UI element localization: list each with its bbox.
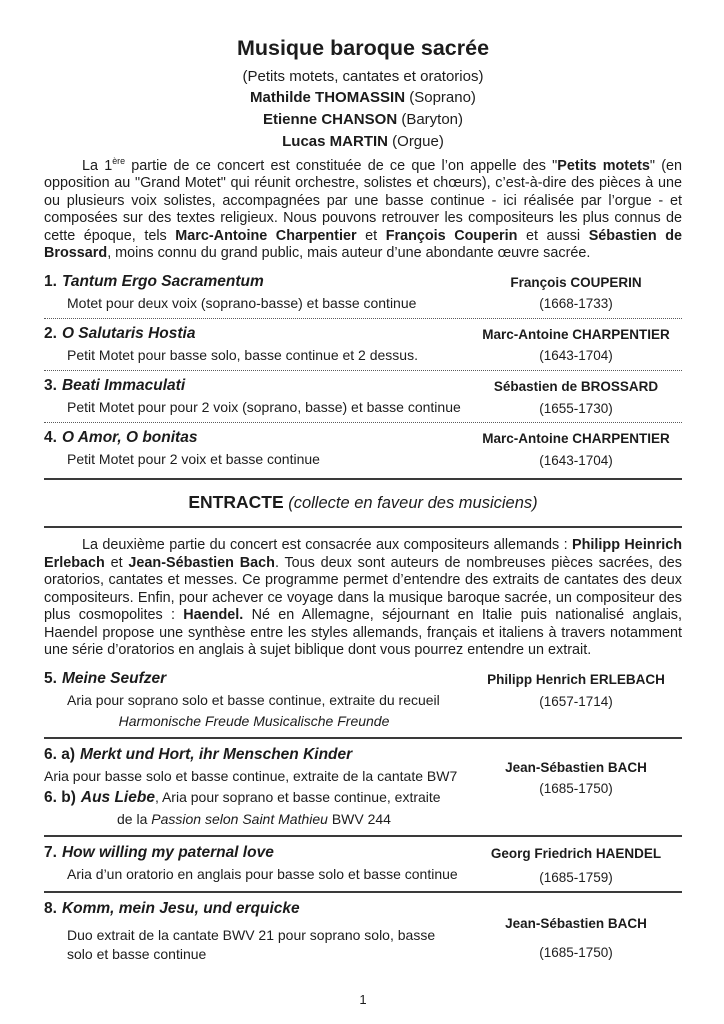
performer-orgue [44,131,682,153]
performer-baryton [44,109,682,131]
item-title: O Salutaris Hostia [61,324,196,342]
performer-role: (Soprano) [405,89,476,107]
item-number: 1. [44,272,57,290]
composer-name: François COUPERIN [510,274,642,290]
intro-paragraph-part1: La 1ère partie de ce concert est constituée de ce que l’on appelle des "Petits motets" (en opposition au "Grand Motet" qui réunit orchestre, solistes et chœurs), c’est-à-dire des pièces à une ou plusieurs voix solistes, accompagnées par une basse continue - ici réalisée par l’orgue - et composées sur des textes religieux. Nous pouvons retrouver les compositeurs les plus connus de cette époque, tels Marc-Antoine Charpentier et François Couperin et aussi Sébastien de Brossard, moins connu du grand public, mais auteur d’une abondante œuvre sacrée. [44,155,683,262]
part1-program [44,268,682,472]
composer-dates: (1685-1750) [539,781,613,797]
item-description: Duo extrait de la cantate BWV 21 pour soprano solo, basse solo et basse continue [67,926,436,962]
item-title: Komm, mein Jesu, und erquicke [61,900,300,918]
item-number: 4. [44,428,57,446]
composer-dates: (1655-1730) [539,400,613,416]
composer-name: Philipp Henrich ERLEBACH [487,671,665,687]
composer-dates: (1643-1704) [539,348,613,364]
item-source-post: BWV 244 [327,811,391,828]
item-title: Meine Seufzer [61,669,167,687]
item-title: Beati Immaculati [61,376,186,394]
item-title: Aus Liebe [80,788,155,806]
item-source-title: Passion selon Saint Mathieu [151,811,328,828]
composer-name: Jean-Sébastien BACH [505,759,647,775]
item-number: 3. [44,376,57,394]
composer-dates: (1685-1759) [539,870,613,886]
performer-soprano [44,87,682,109]
part2-program [44,665,682,966]
item-description: Aria pour soprano solo et basse continue, extraite du recueil [67,692,440,709]
composer-dates: (1657-1714) [539,693,613,709]
program-item-1 [44,268,682,316]
performer-name: Mathilde THOMASSIN [250,89,406,107]
item-description: , Aria pour soprano et basse continue, extraite [154,788,441,805]
separator-solid [44,737,682,739]
item-description: Petit Motet pour pour 2 voix (soprano, basse) et basse continue [67,399,461,416]
item-description: Motet pour deux voix (soprano-basse) et basse continue [67,295,417,312]
item-title: O Amor, O bonitas [61,428,198,446]
item-description: Aria d’un oratorio en anglais pour basse solo et basse continue [67,866,458,883]
item-number: 7. [44,843,57,861]
composer-name: Jean-Sébastien BACH [505,916,647,932]
program-item-5 [44,665,682,734]
item-description: Aria pour basse solo et basse continue, extraite de la cantate BW7 [44,768,458,785]
program-subtitle: (Petits motets, cantates et oratorios) [242,67,484,85]
program-title: Musique baroque sacrée [236,36,490,60]
program-item-3 [44,372,682,420]
performer-name: Lucas MARTIN [282,132,388,150]
separator-solid [44,891,682,893]
composer-name: Marc-Antoine CHARPENTIER [482,326,670,342]
page-number: 1 [359,992,367,1008]
composer-dates: (1668-1733) [539,296,613,312]
program-item-7 [44,839,682,889]
item-number: 8. [44,900,57,918]
item-number: 2. [44,324,57,342]
composer-name: Sébastien de BROSSARD [493,378,659,394]
item-title: Merkt und Hort, ihr Menschen Kinder [80,745,353,763]
program-item-2 [44,320,682,368]
item-number: 5. [44,669,57,687]
item-number: 6. a) [44,745,76,763]
composer-dates: (1685-1750) [539,945,613,961]
performer-role: (Orgue) [387,132,444,150]
entracte-note: (collecte en faveur des musiciens) [283,494,538,513]
separator-dotted [44,422,682,423]
performer-name: Etienne CHANSON [262,111,398,129]
program-item-4 [44,424,682,472]
item-description: Petit Motet pour 2 voix et basse continue [67,451,320,468]
entracte-label: ENTRACTE [188,492,284,513]
separator-dotted [44,318,682,319]
program-item-8 [44,895,682,966]
separator-solid [44,835,682,837]
program-header [44,36,682,153]
entracte-heading [44,492,682,528]
separator-solid [44,478,682,480]
intro-paragraph-part2: La deuxième partie du concert est consacrée aux compositeurs allemands : Philipp Heinrich Erlebach et Jean-Sébastien Bach. Tous deux sont auteurs de nombreuses pièces sacrées, des oratorios, cantates et messes. Ce programme permet d’entendre des extraits de cantates des deux compositeurs. Enfin, pour achever ce voyage dans la musique baroque sacrée, un compositeur des plus cosmopolites : Haendel. Né en Allemagne, séjournant en Italie puis nationalisé anglais, Haendel propose une synthèse entre les styles allemands, français et italiens à travers notamment une série d’oratorios en anglais à sujet biblique dont vous pourrez entendre un extrait. [44,537,682,659]
separator-dotted [44,370,682,371]
composer-dates: (1643-1704) [539,452,613,468]
composer-name: Georg Friedrich HAENDEL [490,845,662,861]
item-description-collection: Harmonische Freude Musicalische Freunde [118,712,390,729]
item-description: Petit Motet pour basse solo, basse continue et 2 dessus. [67,347,418,364]
item-title: How willing my paternal love [61,843,274,861]
item-number: 6. b) [44,788,76,806]
item-source-pre: de la [117,811,152,828]
performer-role: (Baryton) [397,111,464,129]
item-title: Tantum Ergo Sacramentum [61,272,264,290]
composer-name: Marc-Antoine CHARPENTIER [482,430,670,446]
program-item-6 [44,741,682,832]
